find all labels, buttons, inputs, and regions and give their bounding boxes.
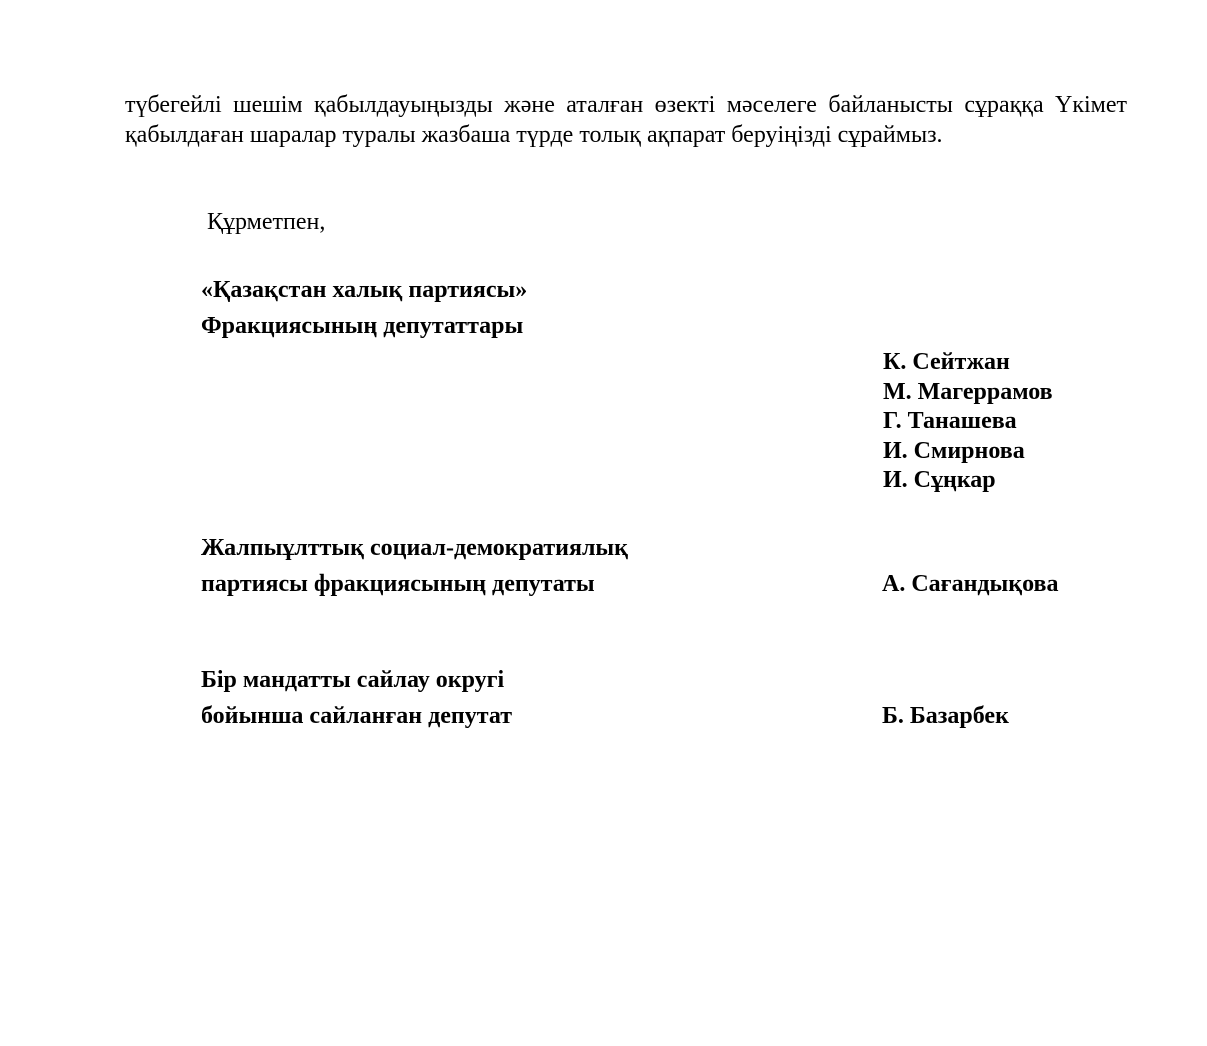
signatory-name: Г. Танашева (883, 408, 1017, 434)
group-2-title (201, 530, 628, 602)
signatory-name: М. Магеррамов (883, 378, 1053, 405)
signatory-name: И. Смирнова (883, 437, 1025, 464)
group-1-title-line1: «Қазақстан халық партиясы» (201, 277, 528, 303)
group-2-title-line1: Жалпыұлттық социал-демократиялық (201, 535, 628, 561)
group-3-title-line2: бойынша сайланған депутат (201, 703, 513, 729)
group-3-title-line1: Бір мандатты сайлау округі (201, 667, 505, 693)
group-1-signatories (883, 348, 1053, 496)
group-2-title-line2: партиясы фракциясының депутаты (201, 571, 595, 597)
signatory-name: И. Сұңкар (883, 467, 996, 493)
signatory-name: К. Сейтжан (883, 349, 1010, 375)
group-2-signatory: А. Сағандықова (882, 571, 1059, 597)
group-3-title (201, 662, 512, 734)
group-1-title (201, 272, 527, 344)
group-1-title-line2: Фракциясының депутаттары (201, 313, 524, 339)
body-paragraph: түбегейлі шешім қабылдауыңызды және аталған өзекті мәселеге байланысты сұраққа Үкімет қабылдаған шаралар туралы жазбаша түрде толық ақпарат беруіңізді сұраймыз. (125, 92, 1127, 148)
group-3-signatory: Б. Базарбек (882, 703, 1009, 729)
closing-salutation: Құрметпен, (207, 209, 326, 235)
